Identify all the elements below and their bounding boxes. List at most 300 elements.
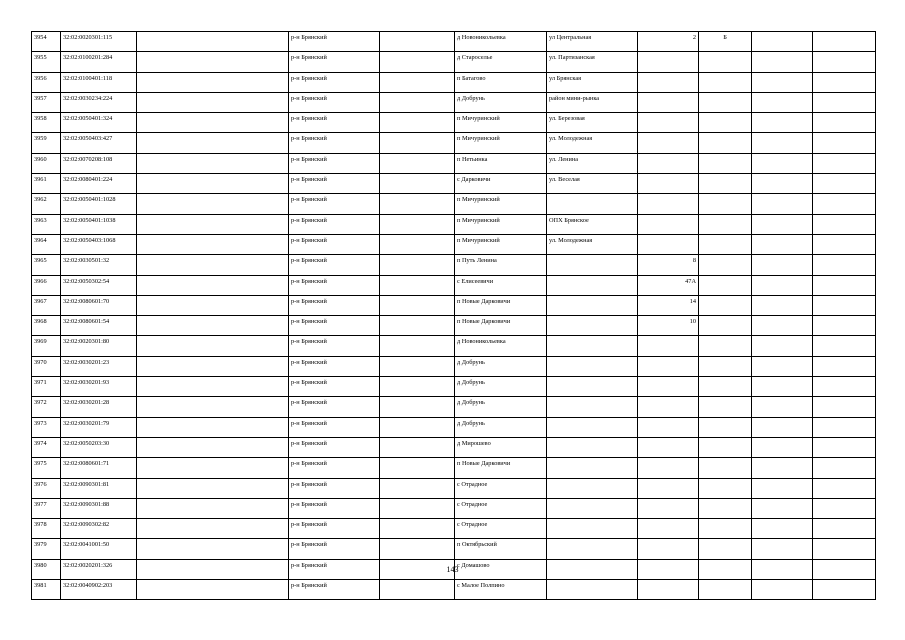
empty-cell xyxy=(137,316,289,336)
empty-cell xyxy=(752,72,813,92)
empty-cell xyxy=(137,377,289,397)
cadastral-number-cell: 32:02:0030201:28 xyxy=(61,397,137,417)
empty-cell xyxy=(137,255,289,275)
cadastral-number-cell: 32:02:0050401:324 xyxy=(61,113,137,133)
cadastral-number-cell: 32:02:0080401:224 xyxy=(61,174,137,194)
house-number-cell xyxy=(638,214,699,234)
street-cell xyxy=(547,316,638,336)
building-corpus-cell xyxy=(699,214,752,234)
house-number-cell xyxy=(638,153,699,173)
cadastral-number-cell: 32:02:0100201:284 xyxy=(61,52,137,72)
locality-cell: п Октябрьский xyxy=(455,539,547,559)
street-cell xyxy=(547,255,638,275)
row-number-cell: 3971 xyxy=(32,377,61,397)
building-corpus-cell xyxy=(699,458,752,478)
empty-cell xyxy=(752,214,813,234)
building-corpus-cell xyxy=(699,437,752,457)
cadastral-number-cell: 32:02:0030201:79 xyxy=(61,417,137,437)
empty-cell xyxy=(752,580,813,600)
street-cell xyxy=(547,478,638,498)
empty-cell xyxy=(380,336,455,356)
cadastral-number-cell: 32:02:0090301:81 xyxy=(61,478,137,498)
street-cell xyxy=(547,417,638,437)
row-number-cell: 3980 xyxy=(32,559,61,579)
empty-cell xyxy=(137,498,289,518)
locality-cell: д Добрунь xyxy=(455,397,547,417)
cadastral-number-cell: 32:02:0050203:30 xyxy=(61,437,137,457)
empty-cell xyxy=(813,397,876,417)
table-row xyxy=(32,498,876,518)
empty-cell xyxy=(137,356,289,376)
empty-cell xyxy=(137,397,289,417)
table-row xyxy=(32,153,876,173)
empty-cell xyxy=(380,234,455,254)
cadastral-number-cell: 32:02:0050401:1038 xyxy=(61,214,137,234)
empty-cell xyxy=(752,234,813,254)
district-cell: р-н Брянский xyxy=(289,498,380,518)
district-cell: р-н Брянский xyxy=(289,519,380,539)
empty-cell xyxy=(813,336,876,356)
building-corpus-cell xyxy=(699,194,752,214)
empty-cell xyxy=(752,153,813,173)
street-cell: ул Центральная xyxy=(547,32,638,52)
row-number-cell: 3975 xyxy=(32,458,61,478)
empty-cell xyxy=(137,580,289,600)
row-number-cell: 3970 xyxy=(32,356,61,376)
building-corpus-cell xyxy=(699,255,752,275)
building-corpus-cell xyxy=(699,498,752,518)
locality-cell: с Домашово xyxy=(455,559,547,579)
house-number-cell: 14 xyxy=(638,295,699,315)
empty-cell xyxy=(813,498,876,518)
empty-cell xyxy=(137,194,289,214)
locality-cell: п Мичуринский xyxy=(455,194,547,214)
cadastral-number-cell: 32:02:0050302:54 xyxy=(61,275,137,295)
empty-cell xyxy=(380,133,455,153)
empty-cell xyxy=(752,437,813,457)
building-corpus-cell xyxy=(699,295,752,315)
empty-cell xyxy=(813,377,876,397)
street-cell xyxy=(547,377,638,397)
table-row xyxy=(32,174,876,194)
empty-cell xyxy=(137,133,289,153)
empty-cell xyxy=(752,255,813,275)
empty-cell xyxy=(813,133,876,153)
building-corpus-cell xyxy=(699,52,752,72)
locality-cell: п Мичуринский xyxy=(455,234,547,254)
table-row xyxy=(32,295,876,315)
row-number-cell: 3958 xyxy=(32,113,61,133)
cadastral-number-cell: 32:02:0050401:1028 xyxy=(61,194,137,214)
empty-cell xyxy=(137,275,289,295)
empty-cell xyxy=(752,52,813,72)
house-number-cell xyxy=(638,397,699,417)
empty-cell xyxy=(380,153,455,173)
empty-cell xyxy=(380,275,455,295)
empty-cell xyxy=(813,316,876,336)
table-row xyxy=(32,194,876,214)
cadastral-number-cell: 32:02:0080601:71 xyxy=(61,458,137,478)
house-number-cell xyxy=(638,539,699,559)
district-cell: р-н Брянский xyxy=(289,437,380,457)
house-number-cell: 10 xyxy=(638,316,699,336)
table-row xyxy=(32,316,876,336)
empty-cell xyxy=(813,580,876,600)
street-cell: ул. Партизанская xyxy=(547,52,638,72)
locality-cell: с Малое Полпино xyxy=(455,580,547,600)
building-corpus-cell xyxy=(699,356,752,376)
district-cell: р-н Брянский xyxy=(289,32,380,52)
empty-cell xyxy=(137,113,289,133)
house-number-cell xyxy=(638,437,699,457)
house-number-cell xyxy=(638,377,699,397)
empty-cell xyxy=(137,478,289,498)
street-cell xyxy=(547,336,638,356)
locality-cell: д Добрунь xyxy=(455,417,547,437)
house-number-cell xyxy=(638,52,699,72)
house-number-cell xyxy=(638,174,699,194)
locality-cell: п Мичуринский xyxy=(455,113,547,133)
row-number-cell: 3955 xyxy=(32,52,61,72)
cadastral-number-cell: 32:02:0040902:203 xyxy=(61,580,137,600)
cadastral-number-cell: 32:02:0020301:115 xyxy=(61,32,137,52)
building-corpus-cell xyxy=(699,174,752,194)
house-number-cell xyxy=(638,194,699,214)
empty-cell xyxy=(752,519,813,539)
empty-cell xyxy=(752,458,813,478)
empty-cell xyxy=(752,316,813,336)
locality-cell: д Мирошево xyxy=(455,437,547,457)
building-corpus-cell xyxy=(699,580,752,600)
table-row xyxy=(32,458,876,478)
district-cell: р-н Брянский xyxy=(289,377,380,397)
empty-cell xyxy=(813,478,876,498)
locality-cell: п Батагово xyxy=(455,72,547,92)
house-number-cell: 47А xyxy=(638,275,699,295)
empty-cell xyxy=(813,295,876,315)
street-cell: ул Брянская xyxy=(547,72,638,92)
row-number-cell: 3957 xyxy=(32,92,61,112)
empty-cell xyxy=(813,113,876,133)
row-number-cell: 3962 xyxy=(32,194,61,214)
empty-cell xyxy=(752,92,813,112)
empty-cell xyxy=(380,356,455,376)
street-cell xyxy=(547,295,638,315)
building-corpus-cell xyxy=(699,519,752,539)
house-number-cell xyxy=(638,519,699,539)
street-cell: ул. Ленина xyxy=(547,153,638,173)
street-cell: ул. Веселая xyxy=(547,174,638,194)
empty-cell xyxy=(752,478,813,498)
table-row xyxy=(32,234,876,254)
building-corpus-cell xyxy=(699,417,752,437)
empty-cell xyxy=(137,295,289,315)
table-row xyxy=(32,255,876,275)
empty-cell xyxy=(813,539,876,559)
district-cell: р-н Брянский xyxy=(289,234,380,254)
empty-cell xyxy=(380,72,455,92)
empty-cell xyxy=(380,498,455,518)
building-corpus-cell xyxy=(699,133,752,153)
empty-cell xyxy=(380,397,455,417)
empty-cell xyxy=(813,174,876,194)
street-cell: ул. Березовая xyxy=(547,113,638,133)
table-row xyxy=(32,133,876,153)
locality-cell: п Новые Дарковичи xyxy=(455,458,547,478)
locality-cell: д Добрунь xyxy=(455,377,547,397)
building-corpus-cell xyxy=(699,275,752,295)
row-number-cell: 3968 xyxy=(32,316,61,336)
cadastral-number-cell: 32:02:0030501:32 xyxy=(61,255,137,275)
empty-cell xyxy=(752,539,813,559)
building-corpus-cell xyxy=(699,478,752,498)
house-number-cell: 8 xyxy=(638,255,699,275)
house-number-cell xyxy=(638,234,699,254)
table-row xyxy=(32,336,876,356)
empty-cell xyxy=(137,539,289,559)
row-number-cell: 3964 xyxy=(32,234,61,254)
empty-cell xyxy=(752,275,813,295)
building-corpus-cell xyxy=(699,153,752,173)
table-row xyxy=(32,397,876,417)
locality-cell: д Добрунь xyxy=(455,92,547,112)
row-number-cell: 3956 xyxy=(32,72,61,92)
district-cell: р-н Брянский xyxy=(289,559,380,579)
locality-cell: д Добрунь xyxy=(455,356,547,376)
locality-cell: с Дарковичи xyxy=(455,174,547,194)
table-row xyxy=(32,275,876,295)
empty-cell xyxy=(380,92,455,112)
building-corpus-cell xyxy=(699,539,752,559)
empty-cell xyxy=(813,255,876,275)
empty-cell xyxy=(137,153,289,173)
empty-cell xyxy=(380,255,455,275)
cadastral-number-cell: 32:02:0030234:224 xyxy=(61,92,137,112)
empty-cell xyxy=(813,458,876,478)
empty-cell xyxy=(752,417,813,437)
row-number-cell: 3963 xyxy=(32,214,61,234)
street-cell xyxy=(547,539,638,559)
empty-cell xyxy=(137,458,289,478)
house-number-cell xyxy=(638,580,699,600)
empty-cell xyxy=(137,234,289,254)
empty-cell xyxy=(380,539,455,559)
empty-cell xyxy=(813,194,876,214)
district-cell: р-н Брянский xyxy=(289,539,380,559)
table-row xyxy=(32,113,876,133)
empty-cell xyxy=(137,214,289,234)
cadastral-number-cell: 32:02:0050403:1068 xyxy=(61,234,137,254)
row-number-cell: 3959 xyxy=(32,133,61,153)
locality-cell: д Новоникольевка xyxy=(455,32,547,52)
street-cell xyxy=(547,580,638,600)
empty-cell xyxy=(137,174,289,194)
table-row xyxy=(32,580,876,600)
street-cell xyxy=(547,498,638,518)
page-number: 143 xyxy=(446,565,459,574)
building-corpus-cell xyxy=(699,316,752,336)
table-row xyxy=(32,377,876,397)
locality-cell: п Новые Дарковичи xyxy=(455,295,547,315)
table-row xyxy=(32,356,876,376)
locality-cell: д Староселье xyxy=(455,52,547,72)
empty-cell xyxy=(137,417,289,437)
district-cell: р-н Брянский xyxy=(289,214,380,234)
empty-cell xyxy=(752,336,813,356)
registry-rows xyxy=(32,32,876,600)
house-number-cell xyxy=(638,458,699,478)
table-row xyxy=(32,417,876,437)
empty-cell xyxy=(752,32,813,52)
empty-cell xyxy=(752,194,813,214)
district-cell: р-н Брянский xyxy=(289,336,380,356)
empty-cell xyxy=(752,356,813,376)
district-cell: р-н Брянский xyxy=(289,316,380,336)
empty-cell xyxy=(752,133,813,153)
empty-cell xyxy=(380,295,455,315)
empty-cell xyxy=(380,194,455,214)
house-number-cell xyxy=(638,92,699,112)
cadastral-number-cell: 32:02:0090301:88 xyxy=(61,498,137,518)
empty-cell xyxy=(137,519,289,539)
empty-cell xyxy=(137,72,289,92)
empty-cell xyxy=(380,437,455,457)
empty-cell xyxy=(380,458,455,478)
house-number-cell xyxy=(638,72,699,92)
empty-cell xyxy=(380,478,455,498)
locality-cell: п Мичуринский xyxy=(455,133,547,153)
empty-cell xyxy=(813,153,876,173)
table-row xyxy=(32,52,876,72)
row-number-cell: 3966 xyxy=(32,275,61,295)
locality-cell: с Елисеевичи xyxy=(455,275,547,295)
row-number-cell: 3967 xyxy=(32,295,61,315)
locality-cell: с Отрадное xyxy=(455,498,547,518)
district-cell: р-н Брянский xyxy=(289,295,380,315)
district-cell: р-н Брянский xyxy=(289,194,380,214)
cadastral-number-cell: 32:02:0020201:326 xyxy=(61,559,137,579)
row-number-cell: 3979 xyxy=(32,539,61,559)
empty-cell xyxy=(380,417,455,437)
district-cell: р-н Брянский xyxy=(289,52,380,72)
district-cell: р-н Брянский xyxy=(289,113,380,133)
district-cell: р-н Брянский xyxy=(289,580,380,600)
district-cell: р-н Брянский xyxy=(289,174,380,194)
empty-cell xyxy=(813,234,876,254)
empty-cell xyxy=(813,32,876,52)
district-cell: р-н Брянский xyxy=(289,397,380,417)
locality-cell: д Новоникольевка xyxy=(455,336,547,356)
district-cell: р-н Брянский xyxy=(289,153,380,173)
building-corpus-cell xyxy=(699,397,752,417)
empty-cell xyxy=(813,417,876,437)
street-cell: ул. Молодежная xyxy=(547,133,638,153)
house-number-cell xyxy=(638,113,699,133)
empty-cell xyxy=(380,113,455,133)
table-row xyxy=(32,437,876,457)
empty-cell xyxy=(752,377,813,397)
street-cell xyxy=(547,194,638,214)
house-number-cell xyxy=(638,417,699,437)
row-number-cell: 3960 xyxy=(32,153,61,173)
district-cell: р-н Брянский xyxy=(289,356,380,376)
locality-cell: п Новые Дарковичи xyxy=(455,316,547,336)
locality-cell: п Мичуринский xyxy=(455,214,547,234)
street-cell: ОПХ Брянское xyxy=(547,214,638,234)
street-cell xyxy=(547,519,638,539)
house-number-cell xyxy=(638,356,699,376)
street-cell xyxy=(547,397,638,417)
cadastral-number-cell: 32:02:0080601:70 xyxy=(61,295,137,315)
table-row xyxy=(32,92,876,112)
empty-cell xyxy=(380,214,455,234)
empty-cell xyxy=(380,519,455,539)
district-cell: р-н Брянский xyxy=(289,458,380,478)
table-row xyxy=(32,519,876,539)
empty-cell xyxy=(137,437,289,457)
street-cell xyxy=(547,275,638,295)
empty-cell xyxy=(380,316,455,336)
cadastral-number-cell: 32:02:0030201:23 xyxy=(61,356,137,376)
cadastral-number-cell: 32:02:0030201:93 xyxy=(61,377,137,397)
row-number-cell: 3976 xyxy=(32,478,61,498)
row-number-cell: 3961 xyxy=(32,174,61,194)
empty-cell xyxy=(380,32,455,52)
district-cell: р-н Брянский xyxy=(289,72,380,92)
row-number-cell: 3969 xyxy=(32,336,61,356)
row-number-cell: 3977 xyxy=(32,498,61,518)
cadastral-number-cell: 32:02:0020301:80 xyxy=(61,336,137,356)
street-cell xyxy=(547,437,638,457)
table-row xyxy=(32,72,876,92)
empty-cell xyxy=(813,356,876,376)
district-cell: р-н Брянский xyxy=(289,478,380,498)
row-number-cell: 3974 xyxy=(32,437,61,457)
empty-cell xyxy=(813,275,876,295)
building-corpus-cell xyxy=(699,113,752,133)
locality-cell: с Отрадное xyxy=(455,478,547,498)
house-number-cell xyxy=(638,478,699,498)
building-corpus-cell: Б xyxy=(699,32,752,52)
house-number-cell xyxy=(638,336,699,356)
empty-cell xyxy=(813,519,876,539)
empty-cell xyxy=(137,92,289,112)
empty-cell xyxy=(813,92,876,112)
building-corpus-cell xyxy=(699,72,752,92)
street-cell: район мини-рынка xyxy=(547,92,638,112)
empty-cell xyxy=(752,174,813,194)
cadastral-number-cell: 32:02:0080601:54 xyxy=(61,316,137,336)
registry-table xyxy=(31,31,876,600)
empty-cell xyxy=(137,336,289,356)
table-row xyxy=(32,214,876,234)
district-cell: р-н Брянский xyxy=(289,275,380,295)
street-cell: ул. Молодежная xyxy=(547,234,638,254)
empty-cell xyxy=(137,32,289,52)
empty-cell xyxy=(380,377,455,397)
building-corpus-cell xyxy=(699,234,752,254)
empty-cell xyxy=(813,52,876,72)
row-number-cell: 3965 xyxy=(32,255,61,275)
house-number-cell xyxy=(638,498,699,518)
row-number-cell: 3978 xyxy=(32,519,61,539)
empty-cell xyxy=(752,397,813,417)
empty-cell xyxy=(752,295,813,315)
table-row xyxy=(32,478,876,498)
row-number-cell: 3954 xyxy=(32,32,61,52)
building-corpus-cell xyxy=(699,377,752,397)
empty-cell xyxy=(752,113,813,133)
